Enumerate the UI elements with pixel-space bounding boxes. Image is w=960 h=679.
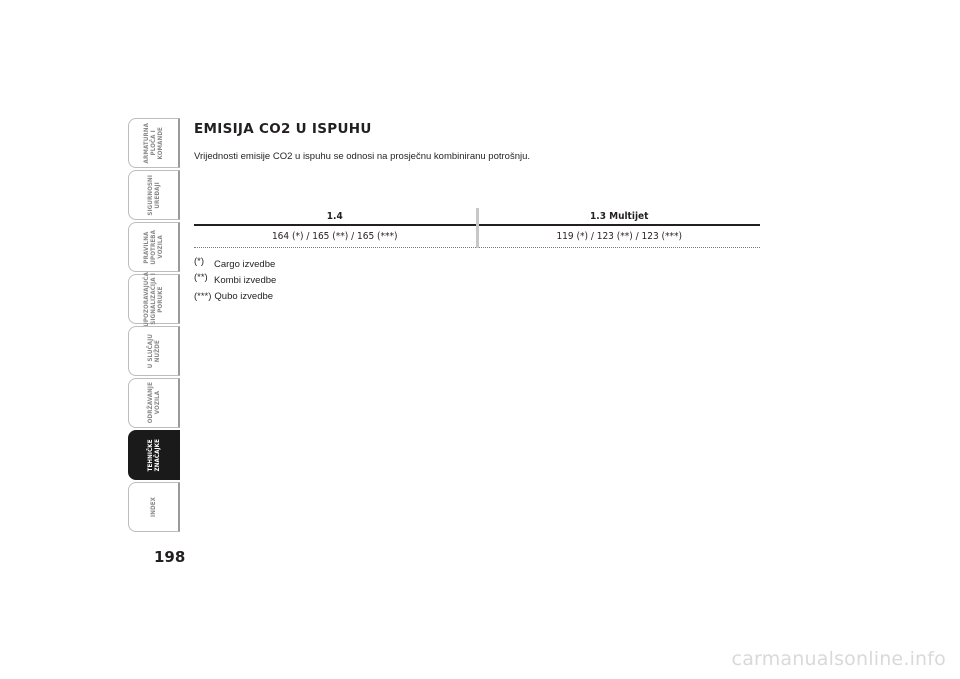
tab-label: SIGURNOSNI UREĐAJI bbox=[146, 174, 161, 216]
tab-label: ARMATURNA PLOČA I KOMANDE bbox=[143, 122, 164, 164]
tab-label: U SLUČAJU NUŽDE bbox=[146, 333, 161, 369]
table-header-row bbox=[194, 208, 760, 225]
tab-label: TEHNIČKE ZNAČAJKE bbox=[146, 438, 161, 472]
tab-upozoravajuca-signalizacija[interactable] bbox=[128, 271, 180, 327]
table-row bbox=[194, 225, 760, 248]
footnote-mark: (**) bbox=[194, 272, 208, 283]
emissions-table bbox=[194, 208, 760, 248]
tab-label: UPOZORAVAJUĆA SIGNALIZACIJA I PORUKE bbox=[143, 271, 164, 327]
tab-tehnicke-znacajke[interactable] bbox=[128, 430, 180, 480]
footnote bbox=[194, 291, 276, 307]
tab-label: INDEX bbox=[150, 497, 157, 517]
column-header-1-3-multijet: 1.3 Multijet bbox=[477, 208, 760, 225]
tab-pravilna-upotreba[interactable] bbox=[128, 222, 180, 272]
footnote-mark: (***) bbox=[194, 291, 212, 302]
tab-index[interactable] bbox=[128, 482, 180, 532]
intro-text: Vrijednosti emisije CO2 u ispuhu se odnosi na prosječnu kombiniranu potrošnju. bbox=[194, 151, 531, 162]
watermark: carmanualsonline.info bbox=[731, 648, 946, 670]
chapter-tabs bbox=[128, 118, 180, 534]
column-header-1-4: 1.4 bbox=[194, 208, 477, 225]
tab-odrzavanje-vozila[interactable] bbox=[128, 378, 180, 428]
tab-u-slucaju-nuzde[interactable] bbox=[128, 326, 180, 376]
footnote-text: Kombi izvedbe bbox=[214, 275, 277, 286]
footnote-text: Qubo izvedbe bbox=[214, 291, 274, 302]
footnote bbox=[194, 272, 277, 291]
footnote-text: Cargo izvedbe bbox=[214, 259, 276, 270]
tab-label: ODRŽAVANJE VOZILA bbox=[146, 382, 161, 424]
table-cell: 164 (*) / 165 (**) / 165 (***) bbox=[194, 225, 477, 248]
tab-sigurnosni-uredaji[interactable] bbox=[128, 170, 180, 220]
tab-armaturna-ploca[interactable] bbox=[128, 118, 180, 168]
table-cell: 119 (*) / 123 (**) / 123 (***) bbox=[477, 225, 760, 248]
footnotes bbox=[194, 256, 277, 307]
footnote-mark: (*) bbox=[194, 256, 205, 267]
tab-label: PRAVILNA UPOTREBA VOZILA bbox=[143, 229, 164, 265]
page-title: EMISIJA CO2 U ISPUHU bbox=[194, 121, 372, 137]
page-number: 198 bbox=[154, 548, 186, 566]
